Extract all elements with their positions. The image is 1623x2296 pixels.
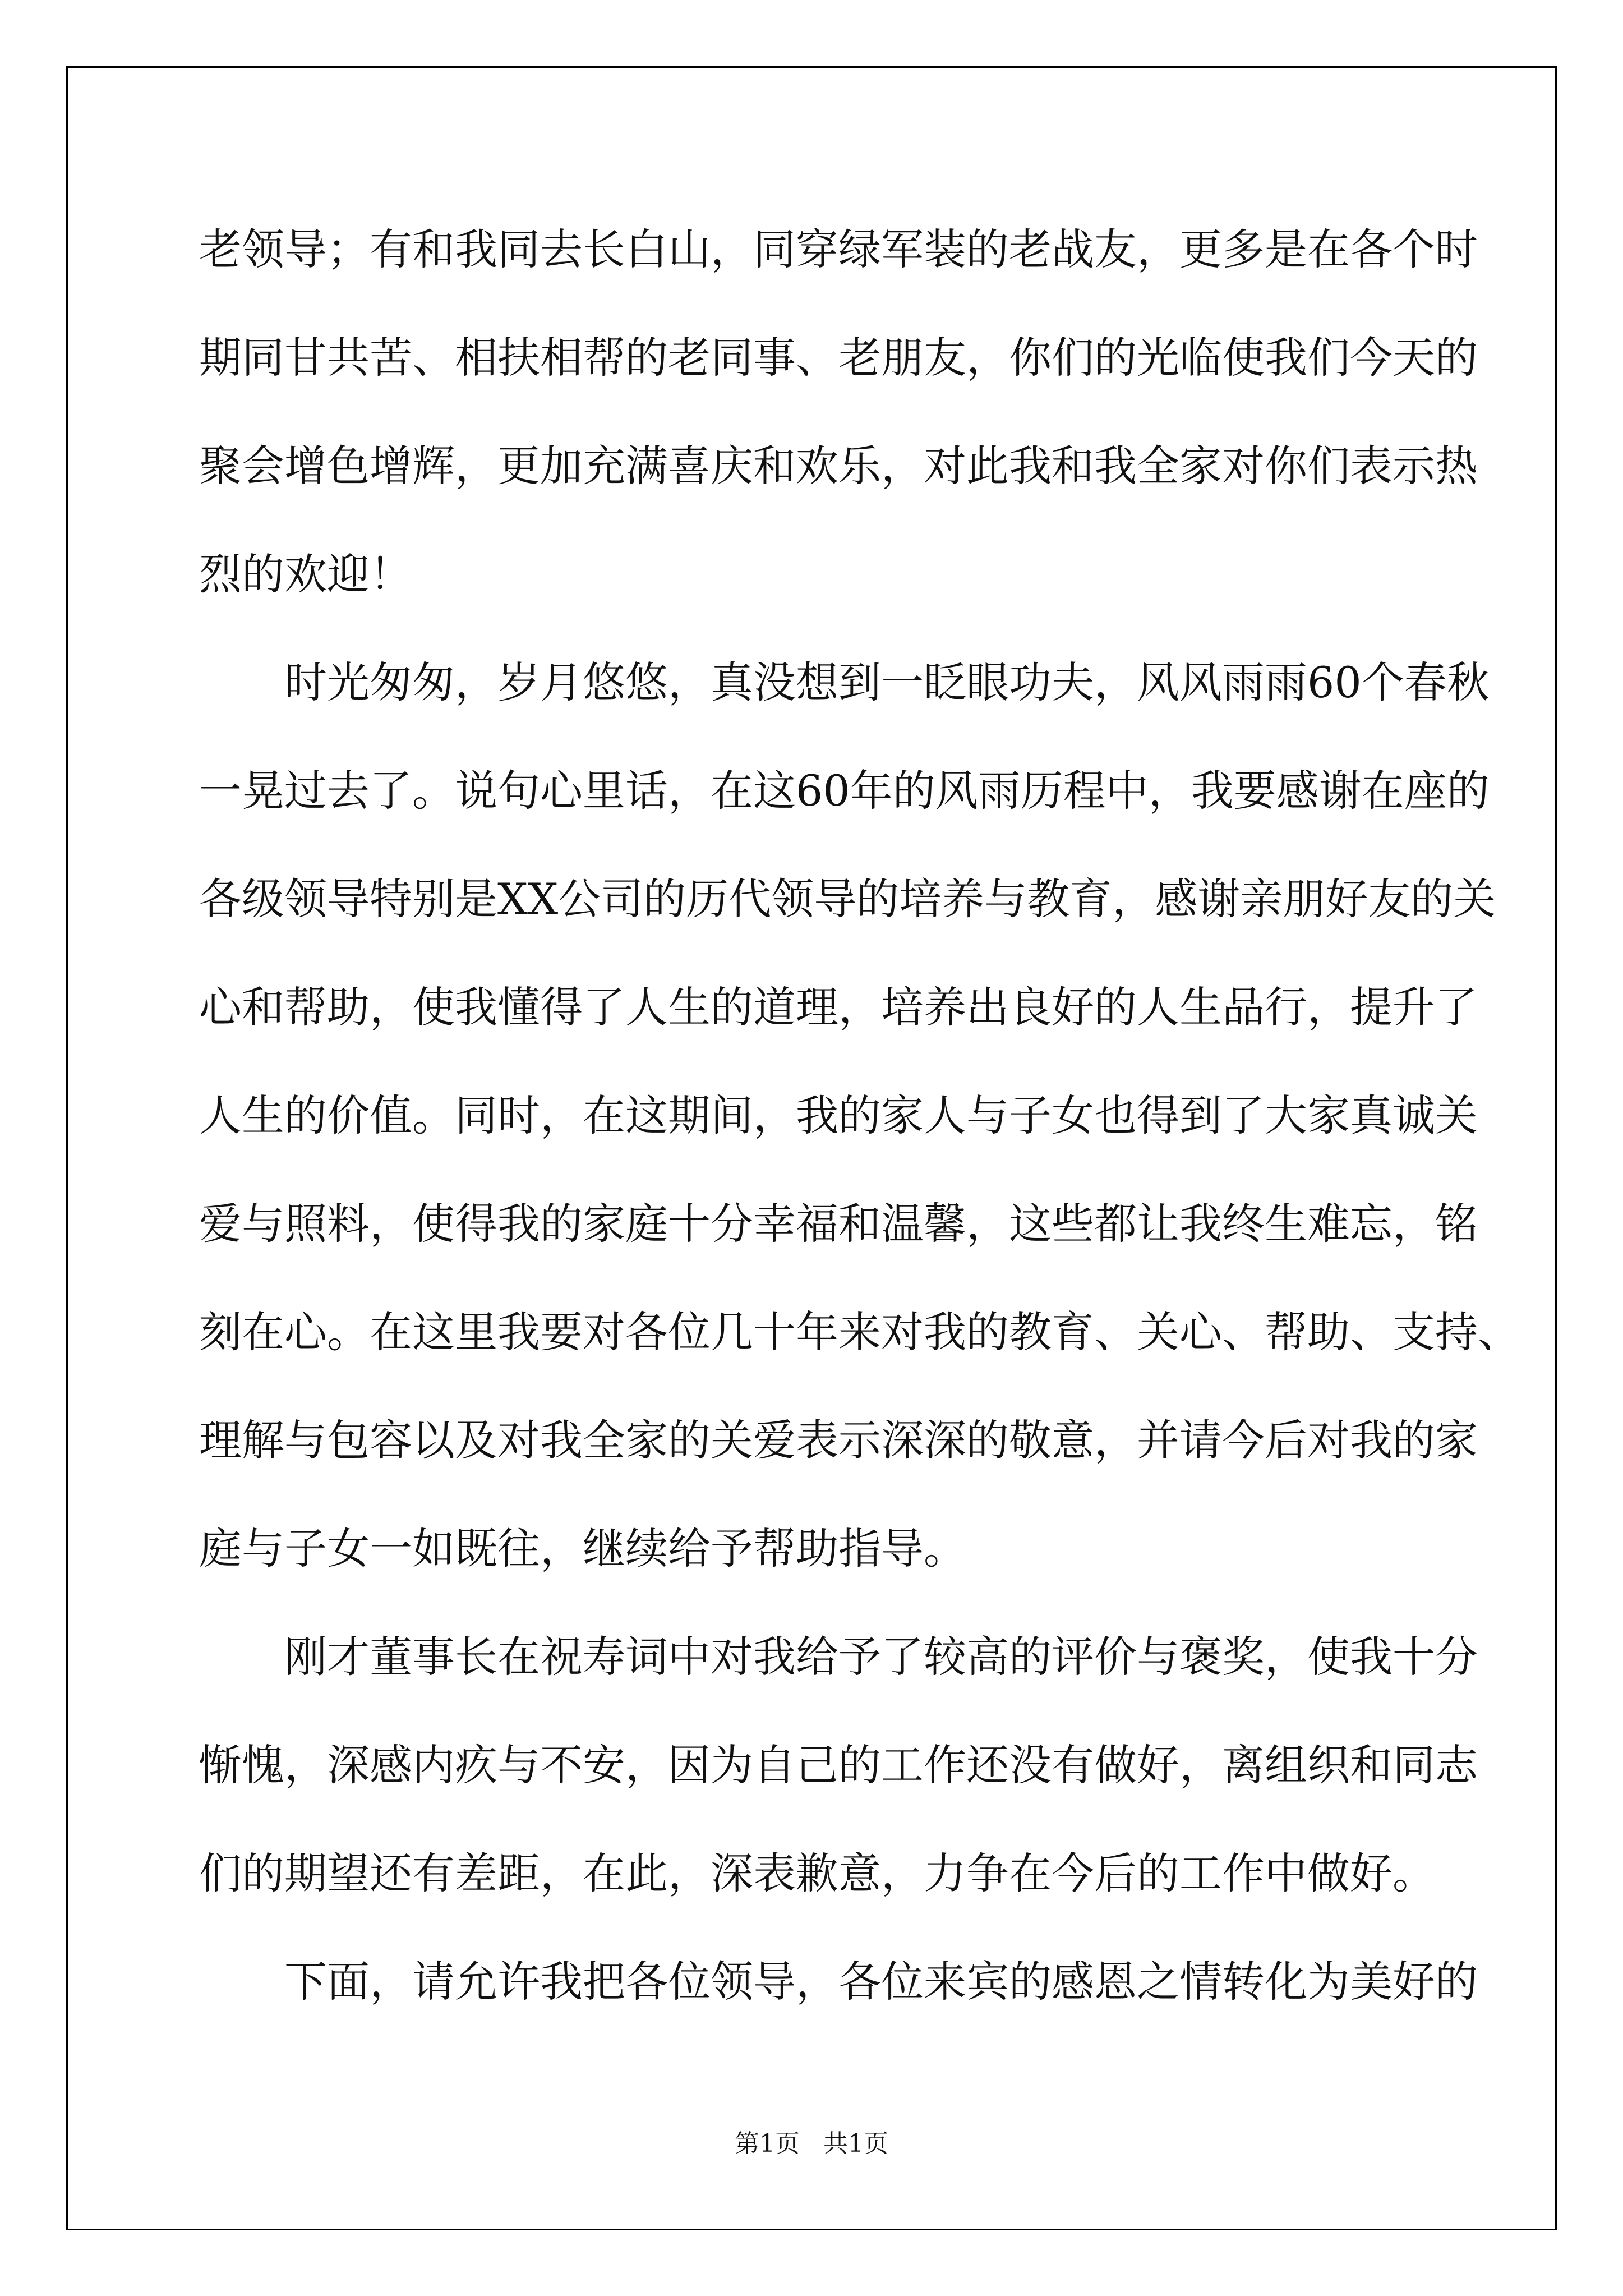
text-line: 刚才董事长在祝寿词中对我给予了较高的评价与褒奖，使我十分	[284, 1632, 1478, 1682]
text-line: 人生的价值。同时，在这期间，我的家人与子女也得到了大家真诚关	[199, 1091, 1478, 1140]
page-footer	[0, 2127, 1623, 2161]
text-line: 烈的欢迎！	[199, 549, 412, 599]
text-line: 庭与子女一如既往，继续给予帮助指导。	[199, 1524, 966, 1573]
text-line: 时光匆匆，岁月悠悠，真没想到一眨眼功夫，风风雨雨60个春秋	[284, 657, 1490, 707]
text-line: 爱与照料，使得我的家庭十分幸福和温馨，这些都让我终生难忘，铭	[199, 1199, 1478, 1249]
page-number-total: 共1页	[823, 2129, 888, 2158]
text-line: 下面，请允许我把各位领导，各位来宾的感恩之情转化为美好的	[284, 1957, 1478, 2007]
text-line: 老领导；有和我同去长白山，同穿绿军装的老战友，更多是在各个时	[199, 224, 1478, 274]
page-number-current: 第1页	[735, 2129, 800, 2158]
text-line: 聚会增色增辉，更加充满喜庆和欢乐，对此我和我全家对你们表示热	[199, 441, 1478, 491]
text-line: 理解与包容以及对我全家的关爱表示深深的敬意，并请今后对我的家	[199, 1415, 1478, 1465]
text-line: 各级领导特别是XX公司的历代领导的培养与教育，感谢亲朋好友的关	[199, 874, 1496, 924]
text-line: 们的期望还有差距，在此，深表歉意，力争在今后的工作中做好。	[199, 1848, 1435, 1898]
text-line: 期同甘共苦、相扶相帮的老同事、老朋友，你们的光临使我们今天的	[199, 333, 1478, 383]
text-line: 刻在心。在这里我要对各位几十年来对我的教育、关心、帮助、支持、	[199, 1307, 1520, 1357]
text-line: 一晃过去了。说句心里话，在这60年的风雨历程中，我要感谢在座的	[199, 766, 1490, 816]
text-line: 惭愧，深感内疚与不安，因为自己的工作还没有做好，离组织和同志	[199, 1740, 1478, 1790]
text-line: 心和帮助，使我懂得了人生的道理，培养出良好的人生品行，提升了	[199, 982, 1478, 1032]
document-body	[199, 216, 1520, 2056]
